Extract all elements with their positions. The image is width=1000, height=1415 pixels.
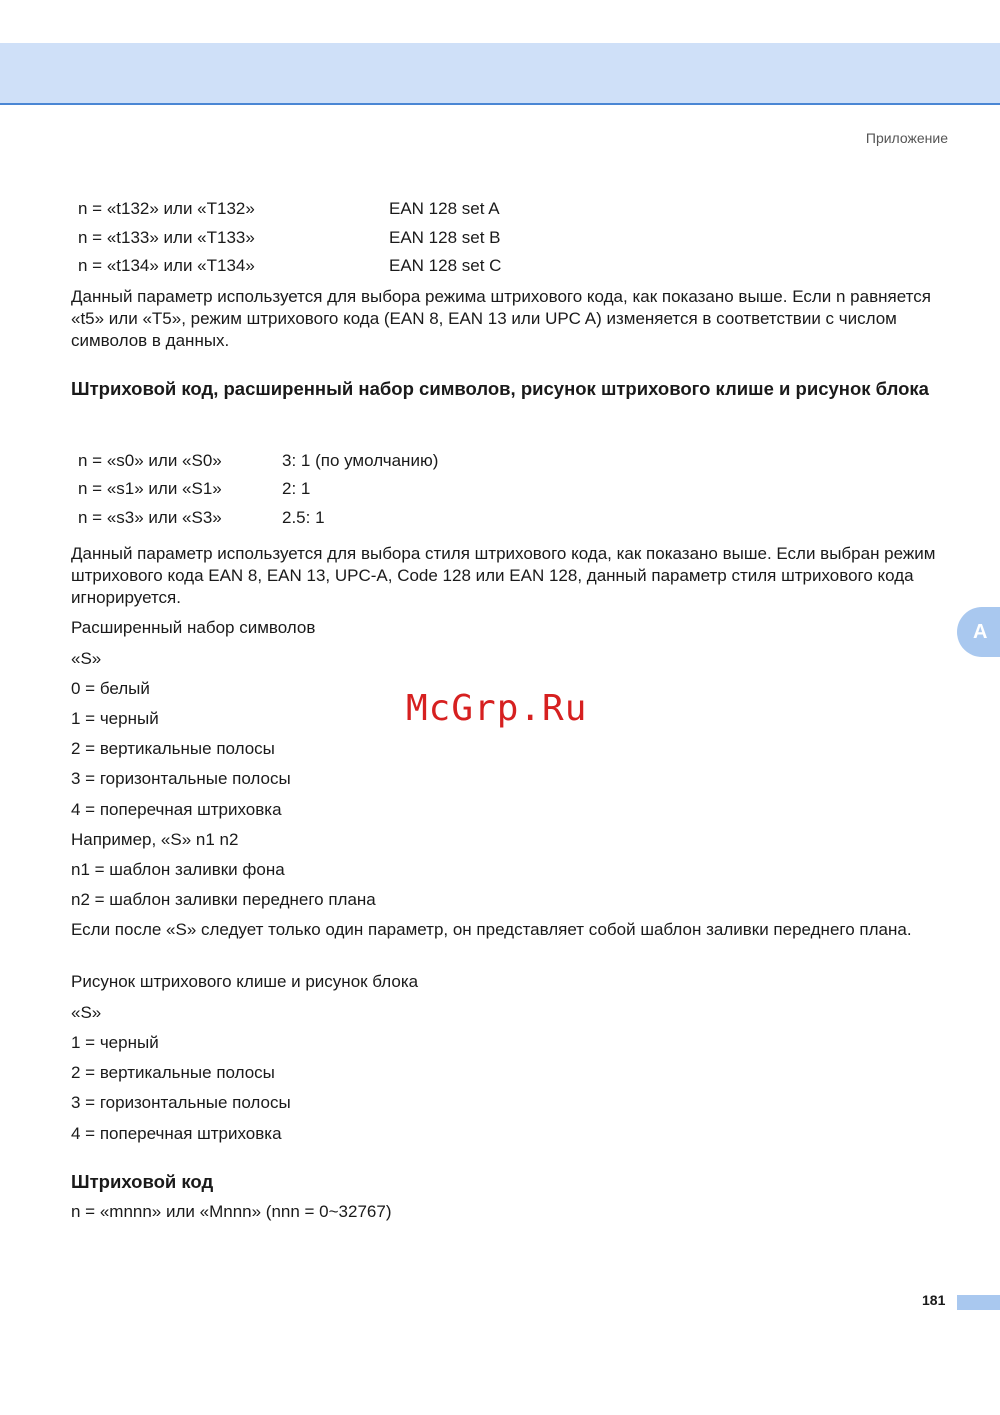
ean-param-3: n = «t134» или «T134» bbox=[78, 256, 255, 275]
ratio-value-2: 2: 1 bbox=[282, 479, 311, 498]
text-line: «S» bbox=[71, 649, 102, 668]
page-number-bar bbox=[957, 1295, 1000, 1310]
text-line: 2 = вертикальные полосы bbox=[71, 739, 275, 758]
text-line: 2 = вертикальные полосы bbox=[71, 1063, 275, 1082]
paragraph-single-param: Если после «S» следует только один параметр, он представляет собой шаблон заливки переднего плана. bbox=[71, 920, 912, 939]
heading-barcode-options: Штриховой код, расширенный набор символов, рисунок штрихового клише и рисунок блока bbox=[71, 378, 929, 399]
chapter-tab-label: A bbox=[973, 620, 988, 643]
text-line: n2 = шаблон заливки переднего плана bbox=[71, 890, 376, 909]
text-line: 3 = горизонтальные полосы bbox=[71, 769, 291, 788]
barcode-param-line: n = «mnnn» или «Mnnn» (nnn = 0~32767) bbox=[71, 1202, 392, 1221]
header-band bbox=[0, 43, 1000, 105]
text-line: 4 = поперечная штриховка bbox=[71, 800, 282, 819]
ean-param-2: n = «t133» или «T133» bbox=[78, 228, 255, 247]
text-line: Например, «S» n1 n2 bbox=[71, 830, 239, 849]
text-line: 4 = поперечная штриховка bbox=[71, 1124, 282, 1143]
ean-param-1: n = «t132» или «T132» bbox=[78, 199, 255, 218]
text-line: «S» bbox=[71, 1003, 102, 1022]
watermark: McGrp.Ru bbox=[406, 688, 588, 729]
text-line: 1 = черный bbox=[71, 709, 159, 728]
ean-value-2: EAN 128 set B bbox=[389, 228, 501, 247]
ratio-value-3: 2.5: 1 bbox=[282, 508, 325, 527]
paragraph-mode: Данный параметр используется для выбора режима штрихового кода, как показано выше. Если n равняется «t5» или «T5», режим штрихового кода (EAN 8, EAN 13 или UPC A) изменяется в соответствии с числом символов в данных. bbox=[71, 287, 931, 350]
paragraph-style: Данный параметр используется для выбора стиля штрихового кода, как показано выше. Если выбран режим штрихового кода EAN 8, EAN 13, UPC-A, Code 128 или EAN 128, данный параметр стиля штрихового кода игнорируется. bbox=[71, 544, 936, 607]
ean-value-1: EAN 128 set A bbox=[389, 199, 500, 218]
text-line: 1 = черный bbox=[71, 1033, 159, 1052]
section-label: Приложение bbox=[865, 130, 948, 146]
heading-barcode: Штриховой код bbox=[71, 1171, 214, 1192]
ratio-param-3: n = «s3» или «S3» bbox=[78, 508, 222, 527]
chapter-tab bbox=[957, 607, 1000, 657]
ratio-value-1: 3: 1 (по умолчанию) bbox=[282, 451, 439, 470]
ratio-param-2: n = «s1» или «S1» bbox=[78, 479, 222, 498]
text-line: n1 = шаблон заливки фона bbox=[71, 860, 285, 879]
page-number: 181 bbox=[922, 1292, 946, 1308]
text-line: 3 = горизонтальные полосы bbox=[71, 1093, 291, 1112]
pattern-label: Рисунок штрихового клише и рисунок блока bbox=[71, 972, 419, 991]
extended-charset-label: Расширенный набор символов bbox=[71, 618, 316, 637]
ean-value-3: EAN 128 set C bbox=[389, 256, 502, 275]
ratio-param-1: n = «s0» или «S0» bbox=[78, 451, 222, 470]
text-line: 0 = белый bbox=[71, 679, 150, 698]
